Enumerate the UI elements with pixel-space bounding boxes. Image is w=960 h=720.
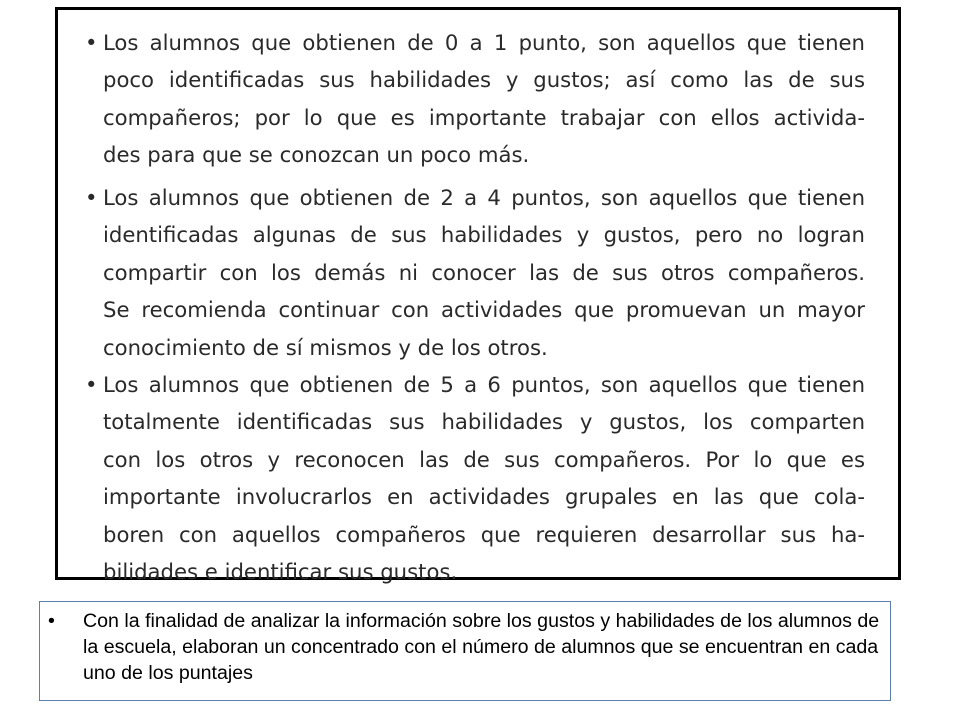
scanned-text-panel	[55, 7, 901, 585]
text-line: Se recomienda continuar con actividades que promuevan un mayor	[103, 297, 865, 323]
text-line: des para que se conozcan un poco más.	[103, 142, 530, 168]
summary-note-box	[39, 601, 891, 701]
text-line: compartir con los demás ni conocer las de sus otros compañeros.	[103, 259, 865, 285]
text-line: Los alumnos que obtienen de 5 a 6 puntos, son aquellos que tienen	[103, 372, 865, 397]
text-line: compañeros; por lo que es importante trabajar con ellos activida-	[103, 104, 865, 130]
text-line: totalmente identificadas sus habilidades y gustos, los comparten	[103, 409, 865, 435]
text-line: Los alumnos que obtienen de 0 a 1 punto, son aquellos que tienen	[103, 30, 865, 55]
summary-text: Con la finalidad de analizar la información sobre los gustos y habilidades de los alumnos de la escuela, elaboran un concentrado con el número de alumnos que se encuentran en cada uno de los puntajes	[83, 610, 880, 684]
bullet-icon: •	[85, 185, 98, 210]
text-line: importante involucrarlos en actividades grupales en las que cola-	[103, 484, 865, 510]
bullet-icon: •	[85, 372, 98, 397]
text-line: poco identificadas sus habilidades y gustos; así como las de sus	[103, 67, 865, 93]
text-line: bilidades e identificar sus gustos.	[103, 559, 458, 585]
list-item-score-2-4	[85, 179, 865, 366]
summary-bullet	[48, 608, 888, 686]
text-line: identificadas algunas de sus habilidades y gustos, pero no logran	[103, 222, 865, 248]
bullet-icon: •	[85, 30, 98, 55]
text-line: boren con aquellos compañeros que requieren desarrollar sus ha-	[103, 521, 865, 547]
text-line: con los otros y reconocen las de sus compañeros. Por lo que es	[103, 446, 865, 472]
list-item-score-0-1	[85, 24, 865, 174]
list-item-score-5-6	[85, 366, 865, 590]
text-line: Los alumnos que obtienen de 2 a 4 puntos, son aquellos que tienen	[103, 185, 865, 210]
text-line: conocimiento de sí mismos y de los otros.	[103, 334, 548, 360]
bullet-icon: •	[48, 610, 55, 632]
